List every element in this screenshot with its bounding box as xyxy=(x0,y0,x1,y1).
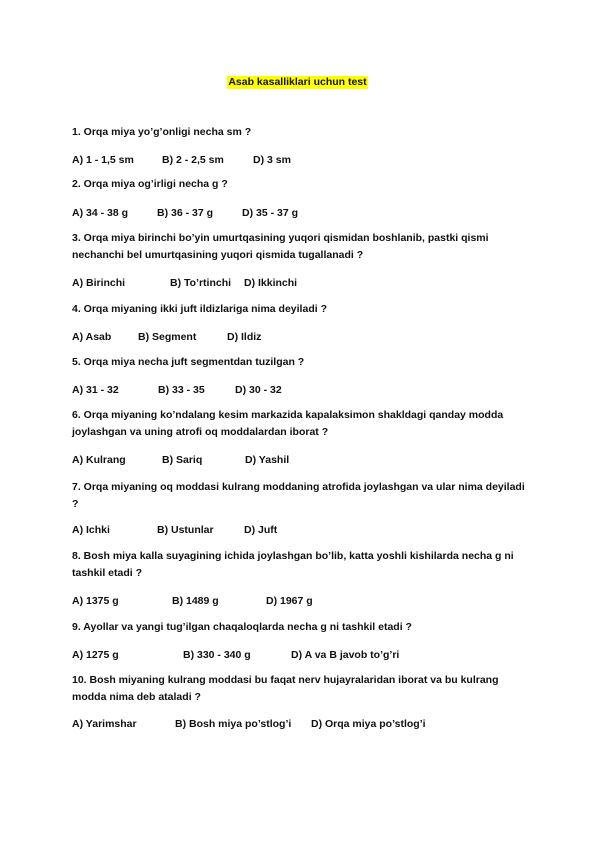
option-d: D) 30 - 32 xyxy=(235,384,282,396)
option-a: A) Asab xyxy=(72,331,112,343)
option-b: B) Bosh miya po’stlog’i xyxy=(175,718,292,730)
option-b: B) 1489 g xyxy=(172,595,219,607)
option-a: A) 1275 g xyxy=(72,649,119,661)
question-10: 10. Bosh miyaning kulrang moddasi bu faqat nerv hujayralaridan iborat va bu kulrang modda nima deb ataladi ? xyxy=(72,674,499,703)
option-d: D) Ildiz xyxy=(227,331,262,343)
option-b: B) 330 - 340 g xyxy=(183,649,251,661)
options-10 xyxy=(72,718,426,731)
option-b: B) Segment xyxy=(138,331,197,343)
option-b: B) Sariq xyxy=(162,454,203,466)
question-5: 5. Orqa miya necha juft segmentdan tuzilgan ? xyxy=(72,356,305,368)
options-9 xyxy=(72,649,399,662)
question-9: 9. Ayollar va yangi tug’ilgan chaqaloqlarda necha g ni tashkil etadi ? xyxy=(72,621,412,633)
options-1 xyxy=(72,154,291,167)
options-4 xyxy=(72,331,261,344)
question-8: 8. Bosh miya kalla suyagining ichida joylashgan bo’lib, katta yoshli kishilarda necha g ni tashkil etadi ? xyxy=(72,550,514,579)
option-d: D) 35 - 37 g xyxy=(242,207,299,219)
options-6 xyxy=(72,454,289,467)
option-a: A) 34 - 38 g xyxy=(72,207,129,219)
question-2: 2. Orqa miya og’irligi necha g ? xyxy=(72,178,228,190)
question-7: 7. Orqa miyaning oq moddasi kulrang moddaning atrofida joylashgan va ular nima deyiladi ? xyxy=(72,481,525,510)
option-a: A) Kulrang xyxy=(72,454,126,466)
option-d: D) Orqa miya po’stlog’i xyxy=(311,718,426,730)
option-a: A) 1375 g xyxy=(72,595,119,607)
options-8 xyxy=(72,595,313,608)
option-d: D) Yashil xyxy=(245,454,290,466)
options-2 xyxy=(72,207,298,220)
option-a: A) Birinchi xyxy=(72,277,126,289)
option-a: A) 31 - 32 xyxy=(72,384,119,396)
page-title: Asab kasalliklari uchun test xyxy=(228,76,367,88)
option-d: D) Ikkinchi xyxy=(244,277,298,289)
options-5 xyxy=(72,384,282,397)
option-b: B) Ustunlar xyxy=(157,524,214,536)
option-a: A) 1 - 1,5 sm xyxy=(72,154,134,166)
title-container xyxy=(0,72,595,90)
option-a: A) Ichki xyxy=(72,524,110,536)
option-d: D) 3 sm xyxy=(253,154,291,166)
question-1: 1. Orqa miya yo’g’onligi necha sm ? xyxy=(72,126,252,138)
option-d: D) 1967 g xyxy=(266,595,313,607)
options-3 xyxy=(72,277,297,290)
option-b: B) 2 - 2,5 sm xyxy=(162,154,224,166)
option-a: A) Yarimshar xyxy=(72,718,137,730)
question-6: 6. Orqa miyaning ko’ndalang kesim markazida kapalaksimon shakldagi qanday modda joylashgan va uning atrofi oq moddalardan iborat ? xyxy=(72,409,504,438)
option-b: B) To’rtinchi xyxy=(170,277,232,289)
option-d: D) Juft xyxy=(244,524,278,536)
option-b: B) 36 - 37 g xyxy=(157,207,214,219)
question-4: 4. Orqa miyaning ikki juft ildizlariga nima deyiladi ? xyxy=(72,303,327,315)
option-d: D) A va B javob to’g’ri xyxy=(291,649,400,661)
options-7 xyxy=(72,524,277,537)
option-b: B) 33 - 35 xyxy=(158,384,205,396)
question-3: 3. Orqa miya birinchi bo’yin umurtqasining yuqori qismidan boshlanib, pastki qismi nechanchi bel umurtqasining yuqori qismida tugallanadi ? xyxy=(72,232,489,261)
